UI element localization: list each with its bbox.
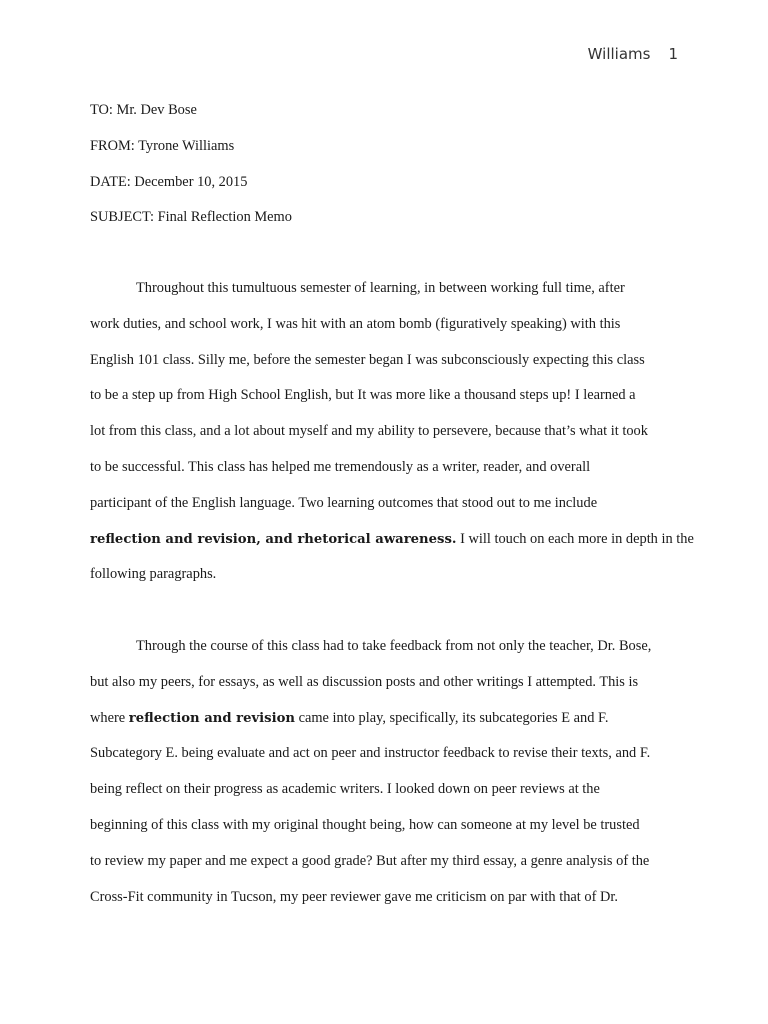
paragraph-line: Through the course of this class had to take feedback from not only the teacher, Dr. Bose, <box>136 637 652 654</box>
running-head <box>588 45 678 63</box>
paragraph-line: being reflect on their progress as academic writers. I looked down on peer reviews at the <box>90 781 600 798</box>
paragraph-line: lot from this class, and a lot about myself and my ability to persevere, because that’s what it took <box>90 423 648 440</box>
paragraph-1 <box>90 271 694 593</box>
paragraph-line: to be successful. This class has helped me tremendously as a writer, reader, and overall <box>90 458 591 475</box>
memo-from: FROM: Tyrone Williams <box>90 137 235 154</box>
memo-date: DATE: December 10, 2015 <box>90 173 248 190</box>
header-surname: Williams <box>587 45 651 63</box>
line-text: I will touch on each more in depth in the <box>456 530 694 547</box>
paragraph-line: work duties, and school work, I was hit with an atom bomb (figuratively speaking) with this <box>90 315 621 332</box>
page-number: 1 <box>668 45 678 63</box>
memo-header <box>90 93 690 236</box>
paragraph-line <box>90 701 690 737</box>
line-text: came into play, specifically, its subcategories E and F. <box>294 709 609 726</box>
bold-phrase-reflection: reflection and revision <box>128 710 295 726</box>
paragraph-line: Cross-Fit community in Tucson, my peer reviewer gave me criticism on par with that of Dr. <box>90 888 618 905</box>
paragraph-line: participant of the English language. Two learning outcomes that stood out to me include <box>90 494 598 511</box>
line-text: where <box>90 709 129 726</box>
paragraph-line <box>90 522 694 558</box>
paragraph-line: but also my peers, for essays, as well as discussion posts and other writings I attempted. This is <box>90 673 639 690</box>
paragraph-line: to be a step up from High School English, but It was more like a thousand steps up! I learned a <box>90 387 636 404</box>
paragraph-line: to review my paper and me expect a good grade? But after my third essay, a genre analysis of the <box>90 852 650 869</box>
paragraph-line: Subcategory E. being evaluate and act on peer and instructor feedback to revise their texts, and F. <box>90 745 651 762</box>
memo-to: TO: Mr. Dev Bose <box>90 102 197 118</box>
paragraph-line: Throughout this tumultuous semester of learning, in between working full time, after <box>136 280 625 296</box>
memo-subject: SUBJECT: Final Reflection Memo <box>90 209 292 226</box>
paragraph-line: English 101 class. Silly me, before the semester began I was subconsciously expecting this class <box>90 351 645 368</box>
memo-body <box>90 271 694 951</box>
paragraph-line: following paragraphs. <box>90 566 217 583</box>
paragraph-2 <box>90 629 690 915</box>
bold-phrase-outcomes: reflection and revision, and rhetorical awareness. <box>90 531 457 547</box>
paragraph-line: beginning of this class with my original thought being, how can someone at my level be trusted <box>90 816 640 833</box>
